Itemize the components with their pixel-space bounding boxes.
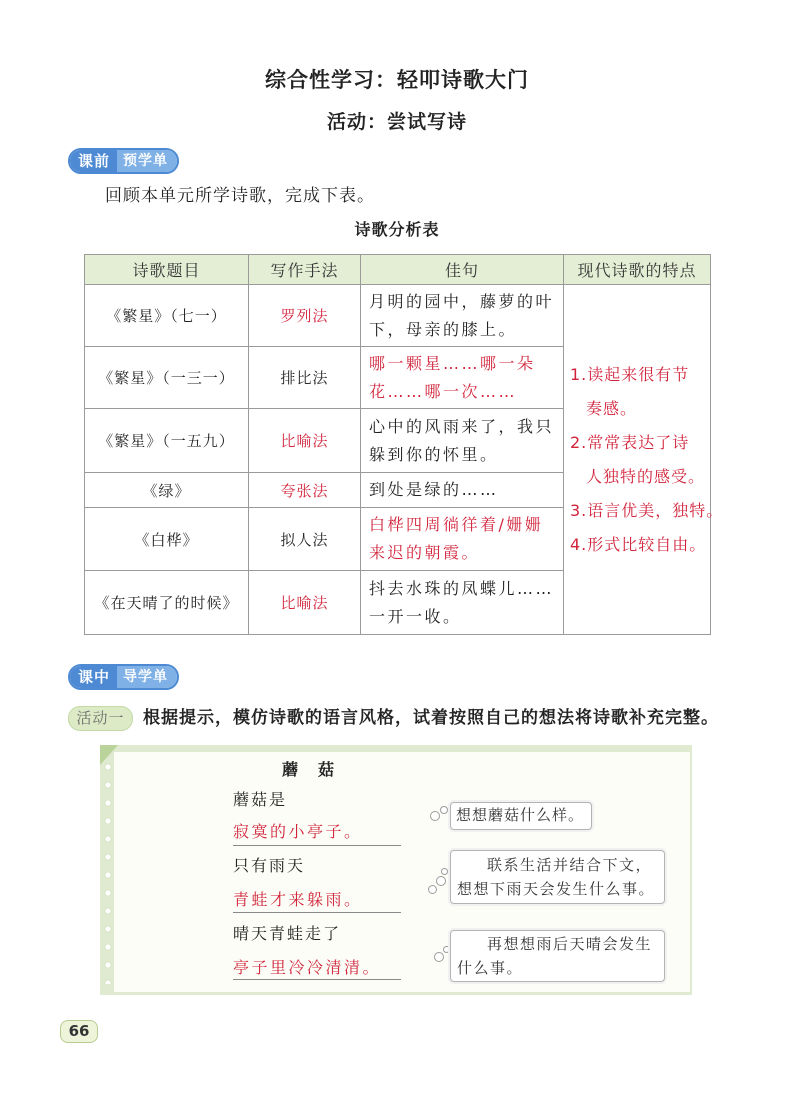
good-line-text: 下，母亲的膝上。	[369, 319, 518, 339]
good-line-text: 月明的园中，藤萝的叶	[369, 291, 555, 311]
hint-text: 再想想雨后天晴会发生	[487, 935, 653, 953]
thought-bubble-dot	[440, 806, 448, 814]
feature-line: 人独特的感受。	[586, 466, 706, 486]
hint-box	[450, 850, 665, 904]
good-line-cell	[361, 473, 564, 508]
technique-cell: 比喻法	[249, 409, 361, 473]
poem-answer-line: 亭子里冷冷清清。	[233, 958, 382, 977]
page-number: 66	[60, 1020, 98, 1043]
technique-cell: 拟人法	[249, 508, 361, 571]
good-line-cell	[361, 508, 564, 571]
header-poem-title: 诗歌题目	[85, 255, 249, 285]
badge-left-label: 课前	[70, 150, 117, 172]
poem-title: 蘑 菇	[282, 760, 337, 779]
good-line-text: 来迟的朝霞。	[369, 543, 481, 562]
poem-title-cell: 《白桦》	[85, 508, 249, 571]
good-line-text: 躲到你的怀里。	[369, 444, 499, 464]
poem-given-line: 晴天青蛙走了	[233, 924, 342, 943]
thought-bubble-dot	[428, 885, 437, 894]
thought-bubble-dot	[430, 811, 440, 821]
technique-cell: 比喻法	[249, 571, 361, 635]
table-caption: 诗歌分析表	[354, 220, 440, 239]
hint-text: 什么事。	[457, 959, 524, 977]
thought-bubble-dot	[441, 868, 448, 875]
poem-given-line: 蘑菇是	[233, 790, 288, 809]
good-line-cell	[361, 285, 564, 347]
poem-answer-line: 寂寞的小亭子。	[233, 822, 363, 841]
technique-cell: 排比法	[249, 347, 361, 409]
feature-line: 2.常常表达了诗	[570, 432, 690, 452]
feature-line: 3.语言优美，独特。	[570, 500, 724, 520]
activity-subtitle: 活动：尝试写诗	[326, 111, 467, 133]
good-line-text: 抖去水珠的凤蝶儿……	[369, 578, 555, 598]
features-cell	[564, 285, 724, 635]
badge-right-label: 导学单	[117, 666, 177, 688]
header-good-lines: 佳句	[361, 255, 564, 285]
hint-text: 联系生活并结合下文，	[487, 856, 653, 874]
answer-underline	[233, 979, 401, 980]
poem-given-line: 只有雨天	[233, 856, 306, 875]
poem-title-cell: 《绿》	[85, 473, 249, 508]
feature-line: 4.形式比较自由。	[570, 534, 707, 554]
poem-answer-line: 青蛙才来躲雨。	[233, 890, 363, 909]
hint-box	[450, 802, 592, 830]
badge-right-label: 预学单	[117, 150, 177, 172]
good-line-text: 到处是绿的……	[369, 480, 499, 499]
good-line-text: 花……哪一次……	[369, 381, 518, 401]
technique-cell: 夸张法	[249, 473, 361, 508]
poem-title-cell: 《在天晴了的时候》	[85, 571, 249, 635]
pre-class-badge	[68, 148, 179, 174]
technique-cell: 罗列法	[249, 285, 361, 347]
answer-underline	[233, 845, 401, 846]
activity-tag: 活动一	[68, 706, 133, 731]
header-technique: 写作手法	[249, 255, 361, 285]
header-features: 现代诗歌的特点	[564, 255, 711, 285]
hint-text: 想想蘑菇什么样。	[456, 806, 585, 824]
table-header-row	[85, 255, 711, 285]
badge-left-label: 课中	[70, 666, 117, 688]
poem-title-cell: 《繁星》（一五九）	[85, 409, 249, 473]
good-line-cell	[361, 347, 564, 409]
thought-bubble-dot	[436, 876, 446, 886]
activity-instruction: 根据提示，模仿诗歌的语言风格，试着按照自己的想法将诗歌补充完整。	[143, 708, 719, 728]
hint-text: 想想下雨天会发生什么事。	[457, 880, 656, 898]
page-title: 综合性学习：轻叩诗歌大门	[265, 68, 529, 92]
good-line-text: 心中的风雨来了，我只	[369, 416, 555, 436]
feature-line: 奏感。	[586, 398, 638, 418]
feature-line: 1.读起来很有节	[570, 364, 690, 384]
in-class-badge	[68, 664, 179, 690]
good-line-text: 哪一颗星……哪一朵	[369, 353, 536, 373]
thought-bubble-dot	[443, 946, 450, 953]
good-line-text: 一开一收。	[369, 606, 462, 626]
poem-title-cell: 《繁星》（七一）	[85, 285, 249, 347]
poem-analysis-table	[84, 254, 724, 635]
instruction-text: 回顾本单元所学诗歌，完成下表。	[105, 186, 375, 206]
binding-holes	[103, 762, 113, 984]
answer-underline	[233, 912, 401, 913]
good-line-cell	[361, 571, 564, 635]
thought-bubble-dot	[434, 952, 444, 962]
good-line-text: 白桦四周徜徉着/姗姗	[369, 515, 544, 534]
hint-box	[450, 930, 665, 982]
good-line-cell	[361, 409, 564, 473]
poem-title-cell: 《繁星》（一三一）	[85, 347, 249, 409]
table-row	[85, 285, 711, 347]
